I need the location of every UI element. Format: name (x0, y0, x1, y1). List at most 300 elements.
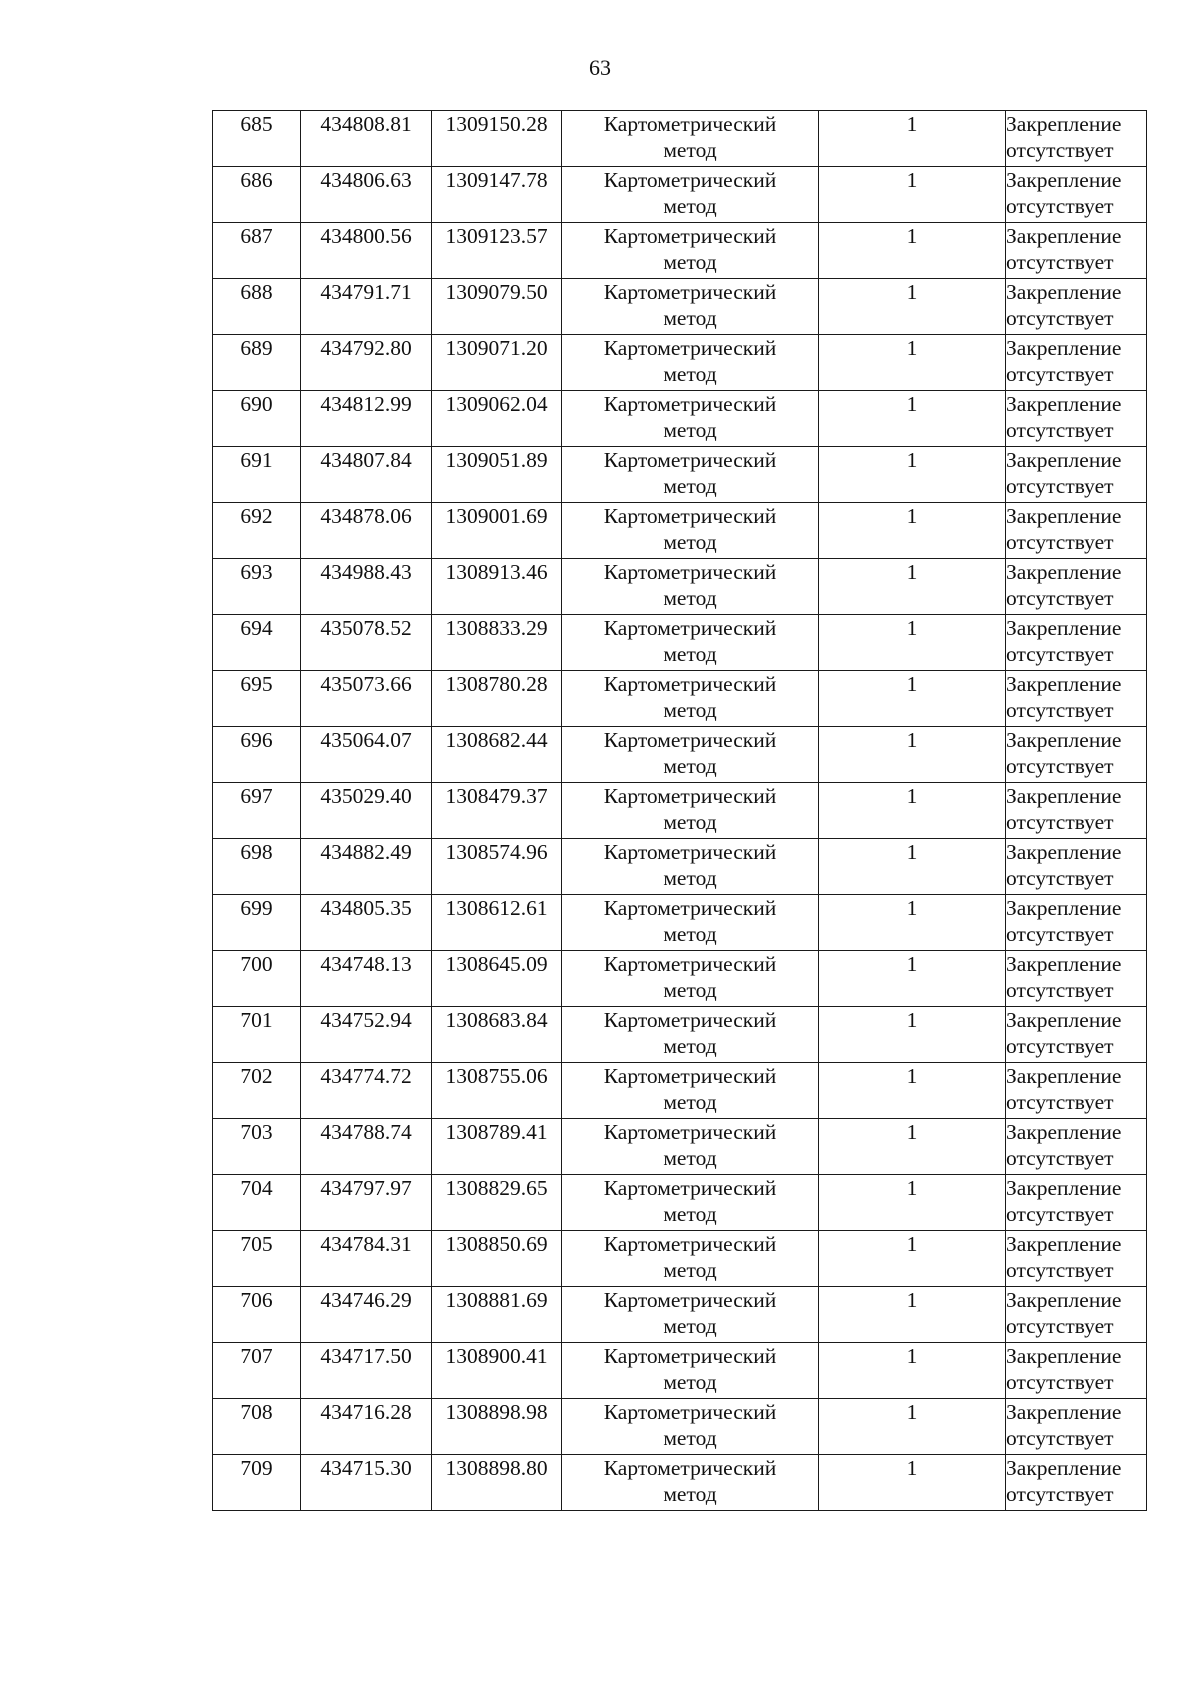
point-number-cell (213, 727, 301, 783)
fixation-cell (1006, 783, 1147, 839)
accuracy-cell (819, 1175, 1006, 1231)
fixation-line-2: отсутствует (1006, 1314, 1114, 1338)
method-line-1: Картометрический (603, 1344, 777, 1368)
x-coordinate-cell (301, 1119, 432, 1175)
accuracy-cell (819, 1231, 1006, 1287)
method-line-1: Картометрический (603, 784, 777, 808)
accuracy-value: 1 (906, 896, 918, 920)
x-coordinate-cell (301, 951, 432, 1007)
accuracy-value: 1 (906, 728, 918, 752)
method-line-1: Картометрический (603, 840, 777, 864)
fixation-line-2: отсутствует (1006, 1034, 1114, 1058)
table-row (213, 279, 1147, 335)
fixation-line-2: отсутствует (1006, 362, 1114, 386)
point-number-cell (213, 391, 301, 447)
point-number: 707 (240, 1344, 273, 1368)
page-number: 63 (589, 55, 611, 80)
fixation-cell (1006, 1399, 1147, 1455)
method-line-1: Картометрический (603, 1288, 777, 1312)
fixation-line-2: отсутствует (1006, 642, 1114, 666)
table-row (213, 167, 1147, 223)
y-coordinate-cell (432, 223, 562, 279)
y-coordinate-cell (432, 727, 562, 783)
y-coordinate-cell (432, 783, 562, 839)
fixation-line-2: отсутствует (1006, 810, 1114, 834)
table-row (213, 1455, 1147, 1511)
method-line-2: метод (663, 1034, 717, 1058)
point-number-cell (213, 335, 301, 391)
fixation-line-1: Закрепление (1006, 224, 1122, 248)
x-coordinate-cell (301, 1231, 432, 1287)
y-coordinate-cell (432, 1455, 562, 1511)
x-coordinate-cell (301, 1343, 432, 1399)
method-cell (562, 839, 819, 895)
point-number-cell (213, 671, 301, 727)
point-number: 685 (240, 112, 273, 136)
fixation-line-2: отсутствует (1006, 922, 1114, 946)
point-number: 697 (240, 784, 273, 808)
fixation-line-1: Закрепление (1006, 1232, 1122, 1256)
fixation-cell (1006, 1343, 1147, 1399)
fixation-line-1: Закрепление (1006, 616, 1122, 640)
fixation-line-2: отсутствует (1006, 194, 1114, 218)
point-number-cell (213, 839, 301, 895)
fixation-line-2: отсутствует (1006, 1146, 1114, 1170)
table-row (213, 447, 1147, 503)
fixation-line-2: отсутствует (1006, 866, 1114, 890)
fixation-cell (1006, 391, 1147, 447)
fixation-line-2: отсутствует (1006, 1426, 1114, 1450)
point-number: 696 (240, 728, 273, 752)
y-coordinate-cell (432, 1175, 562, 1231)
method-line-2: метод (663, 1370, 717, 1394)
method-line-1: Картометрический (603, 1008, 777, 1032)
y-coordinate: 1309051.89 (445, 448, 548, 472)
method-line-1: Картометрический (603, 560, 777, 584)
method-line-2: метод (663, 1090, 717, 1114)
table-row (213, 559, 1147, 615)
fixation-line-2: отсутствует (1006, 250, 1114, 274)
table-row (213, 1343, 1147, 1399)
fixation-cell (1006, 279, 1147, 335)
x-coordinate-cell (301, 727, 432, 783)
fixation-line-1: Закрепление (1006, 392, 1122, 416)
method-line-1: Картометрический (603, 448, 777, 472)
fixation-line-1: Закрепление (1006, 952, 1122, 976)
x-coordinate: 435073.66 (320, 672, 412, 696)
fixation-line-2: отсутствует (1006, 586, 1114, 610)
accuracy-value: 1 (906, 1176, 918, 1200)
accuracy-value: 1 (906, 1288, 918, 1312)
accuracy-value: 1 (906, 392, 918, 416)
x-coordinate: 434797.97 (320, 1176, 412, 1200)
x-coordinate-cell (301, 1287, 432, 1343)
point-number-cell (213, 559, 301, 615)
table-row (213, 223, 1147, 279)
method-line-1: Картометрический (603, 224, 777, 248)
method-cell (562, 1063, 819, 1119)
fixation-cell (1006, 1119, 1147, 1175)
fixation-line-2: отсутствует (1006, 1370, 1114, 1394)
y-coordinate: 1308900.41 (445, 1344, 548, 1368)
method-line-1: Картометрический (603, 672, 777, 696)
y-coordinate-cell (432, 1007, 562, 1063)
fixation-cell (1006, 1231, 1147, 1287)
accuracy-value: 1 (906, 1008, 918, 1032)
fixation-line-1: Закрепление (1006, 168, 1122, 192)
x-coordinate: 435029.40 (320, 784, 412, 808)
y-coordinate-cell (432, 615, 562, 671)
fixation-line-1: Закрепление (1006, 1064, 1122, 1088)
table-row (213, 895, 1147, 951)
point-number-cell (213, 167, 301, 223)
x-coordinate-cell (301, 1007, 432, 1063)
accuracy-cell (819, 1063, 1006, 1119)
x-coordinate-cell (301, 1063, 432, 1119)
accuracy-cell (819, 783, 1006, 839)
fixation-cell (1006, 839, 1147, 895)
x-coordinate: 434807.84 (320, 448, 412, 472)
point-number-cell (213, 1007, 301, 1063)
table-row (213, 615, 1147, 671)
y-coordinate: 1308683.84 (445, 1008, 548, 1032)
point-number: 704 (240, 1176, 273, 1200)
y-coordinate: 1308645.09 (445, 952, 548, 976)
method-line-2: метод (663, 306, 717, 330)
accuracy-value: 1 (906, 560, 918, 584)
fixation-line-1: Закрепление (1006, 1344, 1122, 1368)
accuracy-value: 1 (906, 1120, 918, 1144)
fixation-cell (1006, 1287, 1147, 1343)
fixation-cell (1006, 447, 1147, 503)
table-row (213, 671, 1147, 727)
table-row (213, 1399, 1147, 1455)
method-line-1: Картометрический (603, 1120, 777, 1144)
y-coordinate: 1309123.57 (445, 224, 548, 248)
y-coordinate-cell (432, 951, 562, 1007)
point-number-cell (213, 1287, 301, 1343)
fixation-line-1: Закрепление (1006, 840, 1122, 864)
x-coordinate-cell (301, 167, 432, 223)
method-line-2: метод (663, 754, 717, 778)
point-number: 686 (240, 168, 273, 192)
method-line-1: Картометрический (603, 1176, 777, 1200)
method-line-2: метод (663, 474, 717, 498)
method-cell (562, 559, 819, 615)
fixation-line-1: Закрепление (1006, 728, 1122, 752)
x-coordinate: 434805.35 (320, 896, 412, 920)
x-coordinate: 434792.80 (320, 336, 412, 360)
accuracy-cell (819, 1007, 1006, 1063)
method-cell (562, 1231, 819, 1287)
y-coordinate-cell (432, 1063, 562, 1119)
accuracy-value: 1 (906, 168, 918, 192)
y-coordinate: 1309001.69 (445, 504, 548, 528)
accuracy-value: 1 (906, 1400, 918, 1424)
y-coordinate: 1308612.61 (445, 896, 548, 920)
method-cell (562, 1175, 819, 1231)
accuracy-cell (819, 391, 1006, 447)
point-number: 703 (240, 1120, 273, 1144)
method-cell (562, 503, 819, 559)
fixation-line-1: Закрепление (1006, 280, 1122, 304)
method-line-1: Картометрический (603, 336, 777, 360)
x-coordinate-cell (301, 783, 432, 839)
point-number-cell (213, 447, 301, 503)
accuracy-cell (819, 111, 1006, 167)
fixation-line-1: Закрепление (1006, 448, 1122, 472)
fixation-line-2: отсутствует (1006, 1202, 1114, 1226)
accuracy-value: 1 (906, 336, 918, 360)
method-cell (562, 895, 819, 951)
y-coordinate-cell (432, 391, 562, 447)
method-cell (562, 167, 819, 223)
accuracy-cell (819, 1287, 1006, 1343)
method-line-2: метод (663, 1202, 717, 1226)
point-number: 699 (240, 896, 273, 920)
fixation-line-1: Закрепление (1006, 672, 1122, 696)
accuracy-value: 1 (906, 1064, 918, 1088)
table-row (213, 1175, 1147, 1231)
fixation-cell (1006, 615, 1147, 671)
method-line-2: метод (663, 530, 717, 554)
method-cell (562, 1399, 819, 1455)
method-line-2: метод (663, 1426, 717, 1450)
method-line-1: Картометрический (603, 1064, 777, 1088)
x-coordinate: 434752.94 (320, 1008, 412, 1032)
point-number-cell (213, 951, 301, 1007)
accuracy-cell (819, 1455, 1006, 1511)
method-line-2: метод (663, 978, 717, 1002)
point-number: 700 (240, 952, 273, 976)
point-number: 690 (240, 392, 273, 416)
point-number: 705 (240, 1232, 273, 1256)
point-number: 701 (240, 1008, 273, 1032)
table-row (213, 951, 1147, 1007)
table-row (213, 783, 1147, 839)
method-line-1: Картометрический (603, 168, 777, 192)
method-line-1: Картометрический (603, 1232, 777, 1256)
y-coordinate: 1309147.78 (445, 168, 548, 192)
fixation-line-2: отсутствует (1006, 138, 1114, 162)
method-line-1: Картометрический (603, 952, 777, 976)
y-coordinate: 1309062.04 (445, 392, 548, 416)
method-line-1: Картометрический (603, 504, 777, 528)
coordinates-table (212, 110, 1147, 1511)
method-cell (562, 391, 819, 447)
point-number: 688 (240, 280, 273, 304)
point-number-cell (213, 615, 301, 671)
y-coordinate: 1308850.69 (445, 1232, 548, 1256)
point-number: 709 (240, 1456, 273, 1480)
method-cell (562, 1287, 819, 1343)
method-line-2: метод (663, 362, 717, 386)
y-coordinate-cell (432, 447, 562, 503)
accuracy-value: 1 (906, 672, 918, 696)
point-number: 692 (240, 504, 273, 528)
accuracy-value: 1 (906, 784, 918, 808)
table-row (213, 391, 1147, 447)
fixation-line-2: отсутствует (1006, 1090, 1114, 1114)
x-coordinate-cell (301, 559, 432, 615)
fixation-line-2: отсутствует (1006, 530, 1114, 554)
fixation-line-1: Закрепление (1006, 1288, 1122, 1312)
x-coordinate-cell (301, 671, 432, 727)
fixation-line-1: Закрепление (1006, 112, 1122, 136)
method-line-2: метод (663, 922, 717, 946)
accuracy-cell (819, 223, 1006, 279)
accuracy-value: 1 (906, 280, 918, 304)
accuracy-value: 1 (906, 840, 918, 864)
method-line-2: метод (663, 418, 717, 442)
point-number: 698 (240, 840, 273, 864)
y-coordinate-cell (432, 1287, 562, 1343)
y-coordinate-cell (432, 111, 562, 167)
x-coordinate-cell (301, 1175, 432, 1231)
method-line-2: метод (663, 138, 717, 162)
method-line-2: метод (663, 1482, 717, 1506)
table-row (213, 1287, 1147, 1343)
x-coordinate: 434882.49 (320, 840, 412, 864)
point-number: 706 (240, 1288, 273, 1312)
method-line-2: метод (663, 1314, 717, 1338)
method-line-1: Картометрический (603, 392, 777, 416)
x-coordinate-cell (301, 615, 432, 671)
accuracy-cell (819, 279, 1006, 335)
y-coordinate-cell (432, 839, 562, 895)
method-cell (562, 1007, 819, 1063)
method-cell (562, 783, 819, 839)
method-cell (562, 727, 819, 783)
x-coordinate: 434791.71 (320, 280, 412, 304)
method-line-2: метод (663, 642, 717, 666)
accuracy-cell (819, 1399, 1006, 1455)
method-line-1: Картометрический (603, 896, 777, 920)
method-cell (562, 1343, 819, 1399)
y-coordinate: 1308881.69 (445, 1288, 548, 1312)
accuracy-cell (819, 615, 1006, 671)
y-coordinate: 1308682.44 (445, 728, 548, 752)
fixation-line-1: Закрепление (1006, 1008, 1122, 1032)
point-number: 687 (240, 224, 273, 248)
y-coordinate: 1309071.20 (445, 336, 548, 360)
fixation-line-1: Закрепление (1006, 1120, 1122, 1144)
y-coordinate: 1308829.65 (445, 1176, 548, 1200)
accuracy-value: 1 (906, 1344, 918, 1368)
method-cell (562, 223, 819, 279)
method-cell (562, 335, 819, 391)
point-number: 694 (240, 616, 273, 640)
method-line-1: Картометрический (603, 1400, 777, 1424)
x-coordinate: 434812.99 (320, 392, 412, 416)
fixation-line-2: отсутствует (1006, 474, 1114, 498)
accuracy-value: 1 (906, 504, 918, 528)
accuracy-cell (819, 503, 1006, 559)
point-number-cell (213, 1343, 301, 1399)
x-coordinate-cell (301, 839, 432, 895)
x-coordinate-cell (301, 895, 432, 951)
point-number-cell (213, 111, 301, 167)
x-coordinate: 434808.81 (320, 112, 412, 136)
method-line-2: метод (663, 810, 717, 834)
point-number: 691 (240, 448, 273, 472)
fixation-line-2: отсутствует (1006, 306, 1114, 330)
y-coordinate: 1308755.06 (445, 1064, 548, 1088)
method-cell (562, 279, 819, 335)
fixation-line-2: отсутствует (1006, 418, 1114, 442)
fixation-line-1: Закрепление (1006, 896, 1122, 920)
point-number-cell (213, 783, 301, 839)
y-coordinate: 1309150.28 (445, 112, 548, 136)
x-coordinate: 434988.43 (320, 560, 412, 584)
table-row (213, 1119, 1147, 1175)
method-cell (562, 951, 819, 1007)
x-coordinate-cell (301, 503, 432, 559)
y-coordinate-cell (432, 559, 562, 615)
accuracy-cell (819, 895, 1006, 951)
fixation-line-1: Закрепление (1006, 560, 1122, 584)
accuracy-value: 1 (906, 448, 918, 472)
table-row (213, 503, 1147, 559)
point-number-cell (213, 223, 301, 279)
x-coordinate-cell (301, 279, 432, 335)
table-row (213, 727, 1147, 783)
y-coordinate: 1308789.41 (445, 1120, 548, 1144)
table-row (213, 1231, 1147, 1287)
x-coordinate: 434748.13 (320, 952, 412, 976)
fixation-cell (1006, 1455, 1147, 1511)
point-number-cell (213, 1063, 301, 1119)
x-coordinate: 434715.30 (320, 1456, 412, 1480)
fixation-cell (1006, 503, 1147, 559)
y-coordinate-cell (432, 335, 562, 391)
accuracy-cell (819, 1343, 1006, 1399)
accuracy-value: 1 (906, 1232, 918, 1256)
fixation-line-2: отсутствует (1006, 754, 1114, 778)
table-row (213, 1063, 1147, 1119)
x-coordinate: 434746.29 (320, 1288, 412, 1312)
table-row (213, 1007, 1147, 1063)
x-coordinate: 435064.07 (320, 728, 412, 752)
accuracy-cell (819, 727, 1006, 783)
method-cell (562, 615, 819, 671)
method-cell (562, 1119, 819, 1175)
accuracy-cell (819, 951, 1006, 1007)
accuracy-cell (819, 839, 1006, 895)
x-coordinate: 434878.06 (320, 504, 412, 528)
fixation-line-1: Закрепление (1006, 504, 1122, 528)
y-coordinate-cell (432, 1399, 562, 1455)
y-coordinate-cell (432, 167, 562, 223)
accuracy-value: 1 (906, 224, 918, 248)
y-coordinate-cell (432, 503, 562, 559)
method-line-2: метод (663, 1258, 717, 1282)
method-cell (562, 111, 819, 167)
y-coordinate-cell (432, 1231, 562, 1287)
method-line-2: метод (663, 698, 717, 722)
accuracy-value: 1 (906, 112, 918, 136)
y-coordinate: 1308898.98 (445, 1400, 548, 1424)
y-coordinate: 1309079.50 (445, 280, 548, 304)
y-coordinate-cell (432, 1119, 562, 1175)
accuracy-cell (819, 447, 1006, 503)
method-line-2: метод (663, 1146, 717, 1170)
fixation-line-1: Закрепление (1006, 336, 1122, 360)
fixation-line-1: Закрепление (1006, 784, 1122, 808)
accuracy-value: 1 (906, 616, 918, 640)
point-number: 689 (240, 336, 273, 360)
point-number-cell (213, 1455, 301, 1511)
